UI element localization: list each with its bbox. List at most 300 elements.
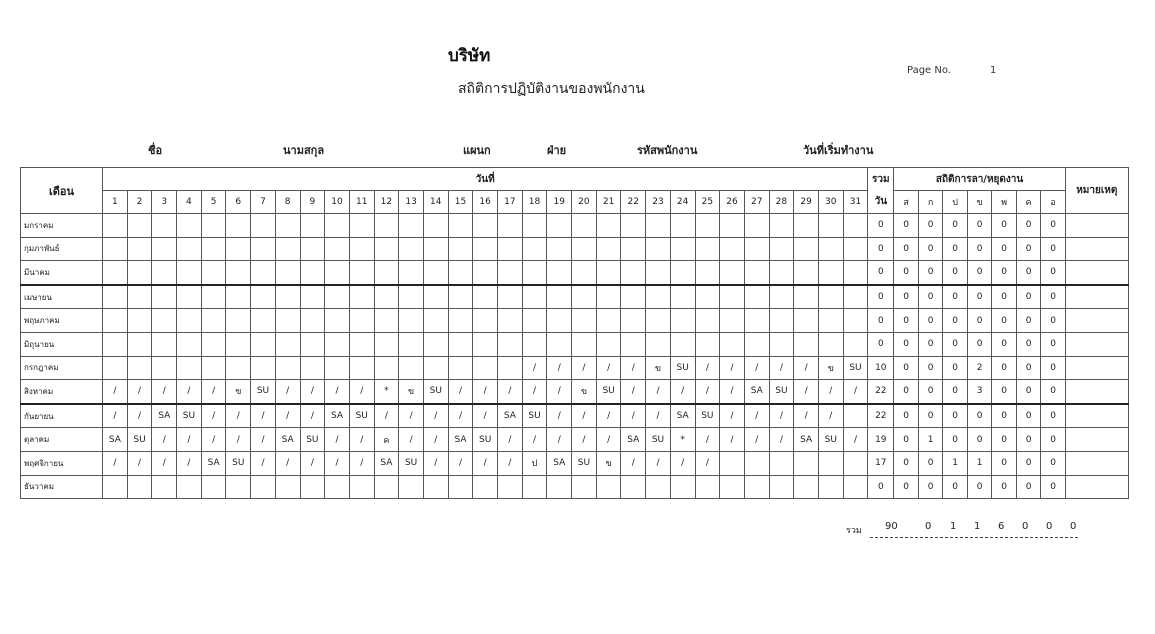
leave-count-cell: 0 xyxy=(943,475,968,499)
day-cell xyxy=(843,404,868,428)
surname-field-label: นามสกุล xyxy=(283,144,325,157)
day-cell: SA xyxy=(547,451,572,475)
day-cell xyxy=(596,309,621,333)
day-cell: ป xyxy=(522,451,547,475)
day-cell: / xyxy=(300,380,325,404)
day-cell xyxy=(423,309,448,333)
day-cell xyxy=(300,309,325,333)
day-cell xyxy=(177,261,202,285)
day-cell: SU xyxy=(596,380,621,404)
day-cell xyxy=(473,214,498,238)
day-cell xyxy=(498,214,523,238)
day-cell xyxy=(226,237,251,261)
day-cell: / xyxy=(177,380,202,404)
day-cell xyxy=(275,285,300,309)
day-cell xyxy=(374,475,399,499)
division-field-label: ฝ่าย xyxy=(547,144,567,157)
day-cell xyxy=(473,475,498,499)
leave-count-cell: 0 xyxy=(1041,261,1066,285)
day-cell xyxy=(275,214,300,238)
month-name: สิงหาคม xyxy=(21,380,103,404)
leave-count-cell: 0 xyxy=(943,428,968,452)
day-cell xyxy=(522,237,547,261)
day-cell: / xyxy=(695,428,720,452)
day-cell xyxy=(251,214,276,238)
day-cell xyxy=(498,237,523,261)
day-cell xyxy=(103,475,128,499)
day-cell xyxy=(374,214,399,238)
day-cell xyxy=(695,261,720,285)
leave-count-cell: 0 xyxy=(992,261,1017,285)
day-cell xyxy=(818,285,843,309)
day-cell xyxy=(423,214,448,238)
day-cell xyxy=(818,237,843,261)
day-cell: ข xyxy=(596,451,621,475)
day-cell xyxy=(448,285,473,309)
day-cell xyxy=(152,214,177,238)
day-cell xyxy=(498,356,523,380)
day-cell xyxy=(300,332,325,356)
department-field-label: แผนก xyxy=(463,144,491,157)
day-cell xyxy=(374,261,399,285)
leave-count-cell: 0 xyxy=(967,309,992,333)
leave-count-cell: 0 xyxy=(918,285,943,309)
day-cell xyxy=(201,309,226,333)
day-cell: / xyxy=(448,404,473,428)
leave-count-cell: 0 xyxy=(918,356,943,380)
day-cell: / xyxy=(325,428,350,452)
day-cell xyxy=(152,475,177,499)
day-cell: SA xyxy=(152,404,177,428)
day-cell: / xyxy=(621,404,646,428)
day-cell xyxy=(843,214,868,238)
day-number-header: 23 xyxy=(646,191,671,214)
day-cell xyxy=(744,237,769,261)
note-cell xyxy=(1065,404,1128,428)
note-column-header: หมายเหตุ xyxy=(1065,168,1128,214)
day-cell: / xyxy=(547,404,572,428)
day-cell: / xyxy=(695,356,720,380)
day-cell xyxy=(572,237,597,261)
day-cell xyxy=(621,261,646,285)
leave-count-cell: 0 xyxy=(967,428,992,452)
day-cell xyxy=(399,214,424,238)
day-number-header: 13 xyxy=(399,191,424,214)
day-cell: / xyxy=(596,356,621,380)
day-cell: SU xyxy=(300,428,325,452)
leave-count-cell: 0 xyxy=(894,261,919,285)
day-cell: ข xyxy=(818,356,843,380)
day-cell xyxy=(646,237,671,261)
leave-count-cell: 0 xyxy=(967,404,992,428)
day-cell: / xyxy=(325,451,350,475)
leave-type-header: ก xyxy=(918,191,943,214)
month-name: กันยายน xyxy=(21,404,103,428)
month-total-days: 0 xyxy=(868,261,894,285)
day-cell xyxy=(572,214,597,238)
leave-count-cell: 0 xyxy=(894,356,919,380)
leave-count-cell: 0 xyxy=(992,428,1017,452)
day-cell xyxy=(596,237,621,261)
day-cell: SU xyxy=(349,404,374,428)
leave-count-cell: 0 xyxy=(943,356,968,380)
day-cell xyxy=(103,309,128,333)
day-cell xyxy=(251,356,276,380)
day-cell xyxy=(769,475,794,499)
day-cell xyxy=(152,356,177,380)
month-row xyxy=(21,285,1129,309)
leave-count-cell: 0 xyxy=(943,404,968,428)
day-cell xyxy=(794,261,819,285)
day-cell xyxy=(325,332,350,356)
day-cell xyxy=(818,475,843,499)
day-number-header: 21 xyxy=(596,191,621,214)
day-cell: / xyxy=(275,404,300,428)
day-cell xyxy=(646,309,671,333)
month-total-days: 0 xyxy=(868,332,894,356)
leave-type-header: ค xyxy=(1016,191,1041,214)
day-cell xyxy=(522,309,547,333)
day-cell xyxy=(572,332,597,356)
day-cell xyxy=(349,285,374,309)
day-cell: SA xyxy=(744,380,769,404)
day-cell xyxy=(251,237,276,261)
day-cell: / xyxy=(547,356,572,380)
day-cell xyxy=(325,261,350,285)
day-cell: / xyxy=(423,451,448,475)
day-cell xyxy=(300,356,325,380)
month-row xyxy=(21,309,1129,333)
day-cell xyxy=(818,261,843,285)
day-cell: / xyxy=(251,451,276,475)
note-cell xyxy=(1065,285,1128,309)
leave-count-cell: 0 xyxy=(894,237,919,261)
day-cell xyxy=(152,332,177,356)
month-name: ธันวาคม xyxy=(21,475,103,499)
day-number-header: 1 xyxy=(103,191,128,214)
day-cell xyxy=(275,332,300,356)
day-cell xyxy=(769,261,794,285)
day-cell xyxy=(522,214,547,238)
day-cell xyxy=(498,332,523,356)
day-number-header: 2 xyxy=(127,191,152,214)
day-number-header: 9 xyxy=(300,191,325,214)
day-cell xyxy=(843,261,868,285)
day-cell xyxy=(226,475,251,499)
subheader-row xyxy=(21,191,1129,214)
day-cell xyxy=(226,285,251,309)
day-cell: / xyxy=(621,451,646,475)
day-cell: / xyxy=(423,404,448,428)
month-total-days: 0 xyxy=(868,237,894,261)
day-cell xyxy=(769,237,794,261)
day-cell: / xyxy=(127,404,152,428)
day-cell: SU xyxy=(251,380,276,404)
leave-count-cell: 0 xyxy=(918,214,943,238)
note-cell xyxy=(1065,261,1128,285)
day-cell: / xyxy=(621,356,646,380)
day-cell: SA xyxy=(374,451,399,475)
day-cell xyxy=(226,261,251,285)
day-cell xyxy=(127,261,152,285)
report-subtitle: สถิติการปฏิบัติงานของพนักงาน xyxy=(458,81,645,97)
day-cell xyxy=(103,356,128,380)
leave-count-cell: 1 xyxy=(918,428,943,452)
day-cell xyxy=(596,214,621,238)
note-cell xyxy=(1065,332,1128,356)
day-number-header: 11 xyxy=(349,191,374,214)
leave-count-cell: 0 xyxy=(1041,380,1066,404)
day-cell xyxy=(818,332,843,356)
day-cell xyxy=(522,475,547,499)
day-cell: / xyxy=(547,380,572,404)
day-number-header: 12 xyxy=(374,191,399,214)
day-cell xyxy=(201,332,226,356)
day-cell xyxy=(226,214,251,238)
day-cell xyxy=(843,332,868,356)
leave-count-cell: 0 xyxy=(967,332,992,356)
day-cell: / xyxy=(448,451,473,475)
day-cell: / xyxy=(744,356,769,380)
day-cell xyxy=(448,309,473,333)
day-number-header: 17 xyxy=(498,191,523,214)
day-cell xyxy=(670,237,695,261)
day-cell: / xyxy=(670,380,695,404)
day-cell xyxy=(473,285,498,309)
day-cell xyxy=(547,332,572,356)
leave-count-cell: 0 xyxy=(918,261,943,285)
day-cell: / xyxy=(399,428,424,452)
note-cell xyxy=(1065,380,1128,404)
day-cell: / xyxy=(596,404,621,428)
day-cell: SA xyxy=(794,428,819,452)
day-cell: SA xyxy=(621,428,646,452)
day-cell: / xyxy=(177,451,202,475)
leave-type-header: อ xyxy=(1041,191,1066,214)
leave-count-cell: 0 xyxy=(967,214,992,238)
day-cell: / xyxy=(399,404,424,428)
leave-count-cell: 0 xyxy=(992,309,1017,333)
day-cell xyxy=(695,332,720,356)
leave-type-header: พ xyxy=(992,191,1017,214)
grand-total-leave-6: 0 xyxy=(1046,521,1053,532)
day-cell: / xyxy=(769,404,794,428)
day-cell xyxy=(769,214,794,238)
month-row xyxy=(21,428,1129,452)
leave-count-cell: 0 xyxy=(918,475,943,499)
note-cell xyxy=(1065,237,1128,261)
day-cell xyxy=(300,475,325,499)
day-cell xyxy=(325,356,350,380)
day-cell xyxy=(843,309,868,333)
day-cell xyxy=(275,309,300,333)
day-cell xyxy=(423,261,448,285)
day-cell xyxy=(226,356,251,380)
month-name: กรกฎาคม xyxy=(21,356,103,380)
leave-count-cell: 1 xyxy=(967,451,992,475)
day-cell xyxy=(596,332,621,356)
leave-count-cell: 1 xyxy=(943,451,968,475)
day-cell xyxy=(177,475,202,499)
month-row xyxy=(21,356,1129,380)
leave-count-cell: 0 xyxy=(1041,214,1066,238)
day-cell xyxy=(448,356,473,380)
day-cell xyxy=(572,285,597,309)
day-cell xyxy=(794,214,819,238)
page-number-value: 1 xyxy=(990,65,997,76)
day-cell xyxy=(423,285,448,309)
day-cell xyxy=(251,332,276,356)
day-cell xyxy=(769,451,794,475)
day-cell xyxy=(498,261,523,285)
leave-count-cell: 3 xyxy=(967,380,992,404)
leave-count-cell: 0 xyxy=(943,261,968,285)
leave-count-cell: 0 xyxy=(992,451,1017,475)
day-cell xyxy=(177,214,202,238)
day-cell: / xyxy=(818,380,843,404)
day-cell xyxy=(349,309,374,333)
month-total-days: 10 xyxy=(868,356,894,380)
day-number-header: 20 xyxy=(572,191,597,214)
day-cell xyxy=(843,475,868,499)
day-cell xyxy=(201,475,226,499)
day-cell xyxy=(572,475,597,499)
leave-count-cell: 0 xyxy=(894,475,919,499)
employee-code-field-label: รหัสพนักงาน xyxy=(637,144,698,157)
day-cell: / xyxy=(152,428,177,452)
day-cell xyxy=(448,214,473,238)
day-cell xyxy=(251,475,276,499)
month-column-header: เดือน xyxy=(21,168,103,214)
day-cell xyxy=(769,309,794,333)
leave-count-cell: 0 xyxy=(992,214,1017,238)
day-cell xyxy=(670,285,695,309)
grand-total-leave-7: 0 xyxy=(1070,521,1077,532)
day-cell xyxy=(695,475,720,499)
day-number-header: 19 xyxy=(547,191,572,214)
day-cell xyxy=(374,332,399,356)
month-row xyxy=(21,475,1129,499)
day-cell xyxy=(744,214,769,238)
day-cell xyxy=(621,475,646,499)
day-cell: SU xyxy=(818,428,843,452)
leave-count-cell: 0 xyxy=(894,451,919,475)
header-row xyxy=(21,168,1129,191)
day-cell: / xyxy=(423,428,448,452)
leave-count-cell: 0 xyxy=(918,404,943,428)
day-cell xyxy=(547,475,572,499)
day-cell: SA xyxy=(498,404,523,428)
day-cell: / xyxy=(646,404,671,428)
day-cell: / xyxy=(473,380,498,404)
day-cell: / xyxy=(720,404,745,428)
day-cell xyxy=(720,309,745,333)
day-number-header: 25 xyxy=(695,191,720,214)
leave-count-cell: 0 xyxy=(943,214,968,238)
day-cell xyxy=(177,285,202,309)
day-cell xyxy=(720,332,745,356)
note-cell xyxy=(1065,451,1128,475)
month-row xyxy=(21,237,1129,261)
leave-count-cell: 0 xyxy=(1041,332,1066,356)
day-cell: / xyxy=(251,428,276,452)
day-cell xyxy=(621,309,646,333)
day-cell: / xyxy=(794,380,819,404)
day-cell xyxy=(818,309,843,333)
day-cell xyxy=(572,261,597,285)
leave-type-header: ส xyxy=(894,191,919,214)
day-number-header: 27 xyxy=(744,191,769,214)
day-cell xyxy=(349,261,374,285)
leave-count-cell: 0 xyxy=(894,332,919,356)
day-cell xyxy=(547,285,572,309)
day-cell: ข xyxy=(572,380,597,404)
day-cell xyxy=(498,309,523,333)
day-cell: SU xyxy=(572,451,597,475)
day-cell xyxy=(349,237,374,261)
day-cell xyxy=(399,285,424,309)
day-cell xyxy=(423,237,448,261)
leave-count-cell: 0 xyxy=(1016,214,1041,238)
day-cell: / xyxy=(695,380,720,404)
day-cell: / xyxy=(522,380,547,404)
day-cell xyxy=(127,475,152,499)
day-cell xyxy=(547,214,572,238)
day-cell xyxy=(473,237,498,261)
day-cell xyxy=(275,261,300,285)
day-cell xyxy=(596,475,621,499)
day-cell: SA xyxy=(325,404,350,428)
leave-count-cell: 0 xyxy=(1016,356,1041,380)
day-cell: / xyxy=(769,356,794,380)
day-cell: / xyxy=(448,380,473,404)
leave-count-cell: 0 xyxy=(918,380,943,404)
month-name: มิถุนายน xyxy=(21,332,103,356)
month-row xyxy=(21,404,1129,428)
day-cell: SU xyxy=(522,404,547,428)
day-cell xyxy=(720,451,745,475)
day-cell: / xyxy=(794,356,819,380)
day-cell: / xyxy=(127,380,152,404)
month-row xyxy=(21,214,1129,238)
day-cell xyxy=(423,475,448,499)
day-cell xyxy=(251,309,276,333)
day-cell xyxy=(448,475,473,499)
day-cell xyxy=(448,261,473,285)
total-days-header: รวม xyxy=(868,168,894,191)
day-cell: / xyxy=(522,356,547,380)
day-cell: / xyxy=(498,451,523,475)
leave-count-cell: 0 xyxy=(992,332,1017,356)
leave-count-cell: 0 xyxy=(894,285,919,309)
day-cell xyxy=(744,261,769,285)
day-cell xyxy=(522,285,547,309)
leave-count-cell: 0 xyxy=(992,380,1017,404)
day-cell: * xyxy=(670,428,695,452)
day-cell: / xyxy=(226,428,251,452)
leave-count-cell: 0 xyxy=(943,332,968,356)
leave-count-cell: 0 xyxy=(992,285,1017,309)
day-cell: SA xyxy=(670,404,695,428)
day-cell: / xyxy=(103,380,128,404)
day-cell xyxy=(399,356,424,380)
day-cell xyxy=(695,285,720,309)
leave-count-cell: 0 xyxy=(967,261,992,285)
company-title: บริษัท xyxy=(448,46,491,66)
leave-count-cell: 0 xyxy=(918,451,943,475)
day-cell xyxy=(374,309,399,333)
month-total-days: 0 xyxy=(868,285,894,309)
